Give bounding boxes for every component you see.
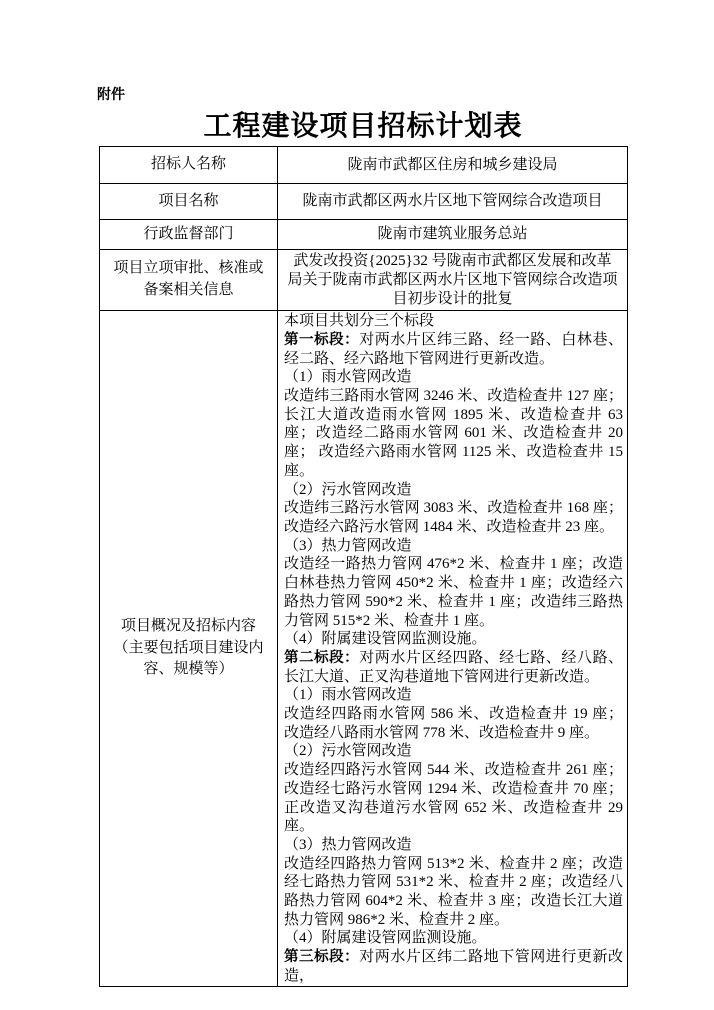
tender-plan-table — [99, 146, 628, 987]
approval-info-value: 武发改投资{2025}32 号陇南市武都区发展和改革局关于陇南市武都区两水片区地下管网综合改造项目初步设计的批复 — [278, 250, 628, 311]
overview-paragraph — [284, 649, 623, 686]
overview-paragraph — [284, 481, 623, 500]
overview-text: 改造纬三路雨水管网 3246 米、改造检查井 127 座；长江大道改造雨水管网 1895 米、改造检查井 63 座；改造经二路雨水管网 601 米、改造检查井 20 座； 改造经六路雨水管网 1125 米、改造检查井 15 座。 — [284, 388, 623, 479]
overview-text: 改造经四路污水管网 544 米、改造检查井 261 座；改造经七路污水管网 1294 米、改造检查井 70 座；正改造叉沟巷道污水管网 652 米、改造检查井 29 座。 — [284, 762, 623, 835]
overview-paragraph — [284, 331, 623, 368]
overview-text: 对两水片区纬三路、经一路、白林巷、经二路、经六路地下管网进行更新改造。 — [284, 331, 623, 367]
overview-section-heading: 第二标段： — [284, 649, 360, 666]
bidder-name-value: 陇南市武都区住房和城乡建设局 — [278, 147, 628, 184]
overview-paragraph — [284, 368, 623, 387]
overview-paragraph — [284, 686, 623, 705]
overview-text: （2）污水管网改造 — [284, 481, 412, 498]
table-row-supervision-dept — [100, 220, 628, 250]
overview-paragraph — [284, 630, 623, 649]
overview-paragraph — [284, 948, 623, 985]
table-row-project-overview — [100, 311, 628, 986]
overview-text: 改造经一路热力管网 476*2 米、检查井 1 座；改造白林巷热力管网 450*2 米、检查井 1 座；改造经六路热力管网 590*2 米、检查井 1 座；改造纬三路热力管网 515*2 米、检查井 1 座。 — [284, 556, 623, 629]
overview-section-heading: 第一标段： — [284, 331, 360, 348]
overview-paragraph — [284, 555, 623, 630]
overview-paragraph — [284, 836, 623, 855]
overview-text: （4）附属建设管网监测设施。 — [284, 631, 487, 648]
overview-paragraph — [284, 499, 623, 536]
attachment-label: 附件 — [97, 86, 125, 102]
overview-paragraph — [284, 312, 623, 331]
overview-text: 本项目共划分三个标段 — [284, 313, 435, 330]
overview-text: （1）雨水管网改造 — [284, 369, 412, 386]
overview-text: 对两水片区经四路、经七路、经八路、长江大道、正叉沟巷道地下管网进行更新改造。 — [284, 649, 623, 685]
project-overview-content — [278, 311, 628, 986]
overview-text: （4）附属建设管网监测设施。 — [284, 930, 487, 947]
overview-paragraph — [284, 742, 623, 761]
supervision-dept-value: 陇南市建筑业服务总站 — [278, 220, 628, 250]
overview-text: （2）污水管网改造 — [284, 743, 412, 760]
project-overview-label: 项目概况及招标内容（主要包括项目建设内容、规模等） — [100, 311, 278, 986]
table-row-project-name — [100, 184, 628, 220]
overview-text: （3）热力管网改造 — [284, 836, 412, 853]
overview-paragraph — [284, 537, 623, 556]
overview-section-heading: 第三标段： — [284, 949, 360, 966]
table-row-bidder-name — [100, 147, 628, 184]
overview-text: 改造经四路热力管网 513*2 米、检查井 2 座；改造经七路热力管网 531*2 米、检查井 2 座；改造经八路热力管网 604*2 米、检查井 3 座；改造长江大道热力管网 986*2 米、检查井 2 座。 — [284, 855, 623, 928]
overview-text: 改造纬三路污水管网 3083 米、改造检查井 168 座；改造经六路污水管网 1484 米、改造检查井 23 座。 — [284, 500, 623, 535]
project-name-value: 陇南市武都区两水片区地下管网综合改造项目 — [278, 184, 628, 220]
overview-paragraph — [284, 705, 623, 742]
overview-text: （3）热力管网改造 — [284, 537, 412, 554]
overview-text: 对两水片区纬二路地下管网进行更新改造， — [284, 949, 623, 984]
bidder-name-label: 招标人名称 — [100, 147, 278, 184]
project-name-label: 项目名称 — [100, 184, 278, 220]
overview-paragraph — [284, 929, 623, 948]
overview-text: 改造经四路雨水管网 586 米、改造检查井 19 座； 改造经八路雨水管网 778 米、改造检查井 9 座。 — [284, 706, 623, 741]
page-title: 工程建设项目招标计划表 — [203, 110, 523, 141]
supervision-dept-label: 行政监督部门 — [100, 220, 278, 250]
table-row-approval-info — [100, 250, 628, 311]
overview-paragraph — [284, 761, 623, 836]
overview-paragraph — [284, 387, 623, 481]
overview-text: （1）雨水管网改造 — [284, 687, 412, 704]
approval-info-label: 项目立项审批、核准或备案相关信息 — [100, 250, 278, 311]
overview-paragraph — [284, 855, 623, 930]
